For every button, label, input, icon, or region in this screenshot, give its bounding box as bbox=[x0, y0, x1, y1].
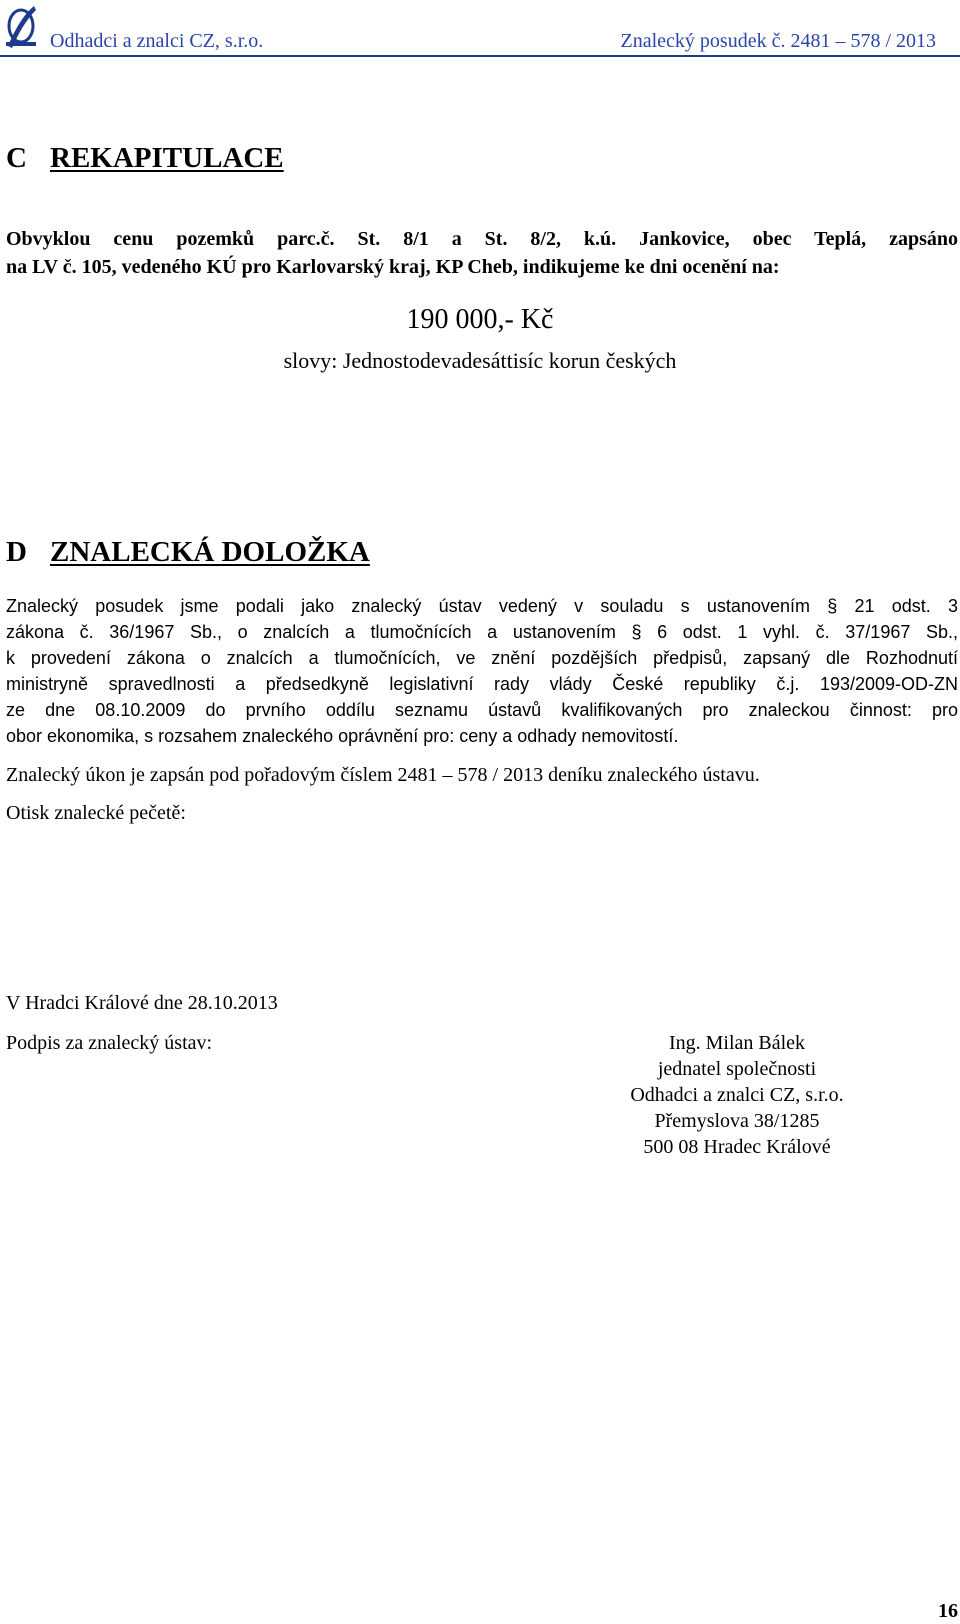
paragraph-line: zákona č. 36/1967 Sb., o znalcích a tlumočnících a ustanovením § 6 odst. 1 vyhl. č. 37/1967 Sb., bbox=[6, 622, 958, 642]
paragraph-line: Znalecký posudek jsme podali jako znalecký ústav vedený v souladu s ustanovením § 21 odst. 3 bbox=[6, 596, 958, 616]
seal-label: Otisk znalecké pečetě: bbox=[6, 802, 186, 824]
paragraph-line: ze dne 08.10.2009 do prvního oddílu seznamu ústavů kvalifikovaných pro znaleckou činnost: pro bbox=[6, 700, 958, 720]
page-number: 16 bbox=[938, 1600, 958, 1622]
price-value: 190 000,- Kč bbox=[406, 304, 554, 335]
section-d-letter: D bbox=[6, 536, 27, 568]
signatory-role: jednatel společnosti bbox=[657, 1058, 817, 1080]
company-logo-icon bbox=[4, 2, 38, 50]
section-c-intro-line-2: na LV č. 105, vedeného KÚ pro Karlovarský kraj, KP Cheb, indikujeme ke dni ocenění na: bbox=[6, 256, 780, 278]
record-line: Znalecký úkon je zapsán pod pořadovým číslem 2481 – 578 / 2013 deníku znaleckého ústavu. bbox=[6, 764, 760, 786]
signatory-block bbox=[578, 1030, 896, 1160]
page-header bbox=[0, 0, 960, 56]
signatory-street: Přemyslova 38/1285 bbox=[654, 1110, 820, 1132]
signatory-city: 500 08 Hradec Králové bbox=[643, 1136, 831, 1158]
paragraph-line: ministryně spravedlnosti a předsedkyně legislativní rady vlády České republiky č.j. 193/2009-OD-ZN bbox=[6, 674, 958, 694]
signatory-company: Odhadci a znalci CZ, s.r.o. bbox=[630, 1084, 844, 1106]
price-in-words: slovy: Jednostodevadesáttisíc korun českých bbox=[283, 348, 677, 373]
section-c-heading bbox=[6, 142, 284, 175]
header-company: Odhadci a znalci CZ, s.r.o. bbox=[50, 30, 264, 52]
place-and-date: V Hradci Králové dne 28.10.2013 bbox=[6, 992, 278, 1014]
section-c-intro-line-1: Obvyklou cenu pozemků parc.č. St. 8/1 a St. 8/2, k.ú. Jankovice, obec Teplá, zapsáno bbox=[6, 228, 958, 250]
signature-label: Podpis za znalecký ústav: bbox=[6, 1032, 213, 1054]
section-c-letter: C bbox=[6, 142, 27, 174]
section-d-title: ZNALECKÁ DOLOŽKA bbox=[50, 536, 370, 568]
signatory-name: Ing. Milan Bálek bbox=[668, 1032, 806, 1054]
section-c-title: REKAPITULACE bbox=[50, 142, 284, 174]
header-report-ref: Znalecký posudek č. 2481 – 578 / 2013 bbox=[620, 30, 936, 52]
paragraph-line: k provedení zákona o znalcích a tlumočnících, ve znění pozdějších předpisů, zapsaný dle Rozhodnutí bbox=[6, 648, 958, 668]
header-rule bbox=[0, 55, 960, 57]
section-d-heading bbox=[6, 536, 370, 569]
paragraph-line: obor ekonomika, s rozsahem znaleckého oprávnění pro: ceny a odhady nemovitostí. bbox=[6, 726, 679, 746]
